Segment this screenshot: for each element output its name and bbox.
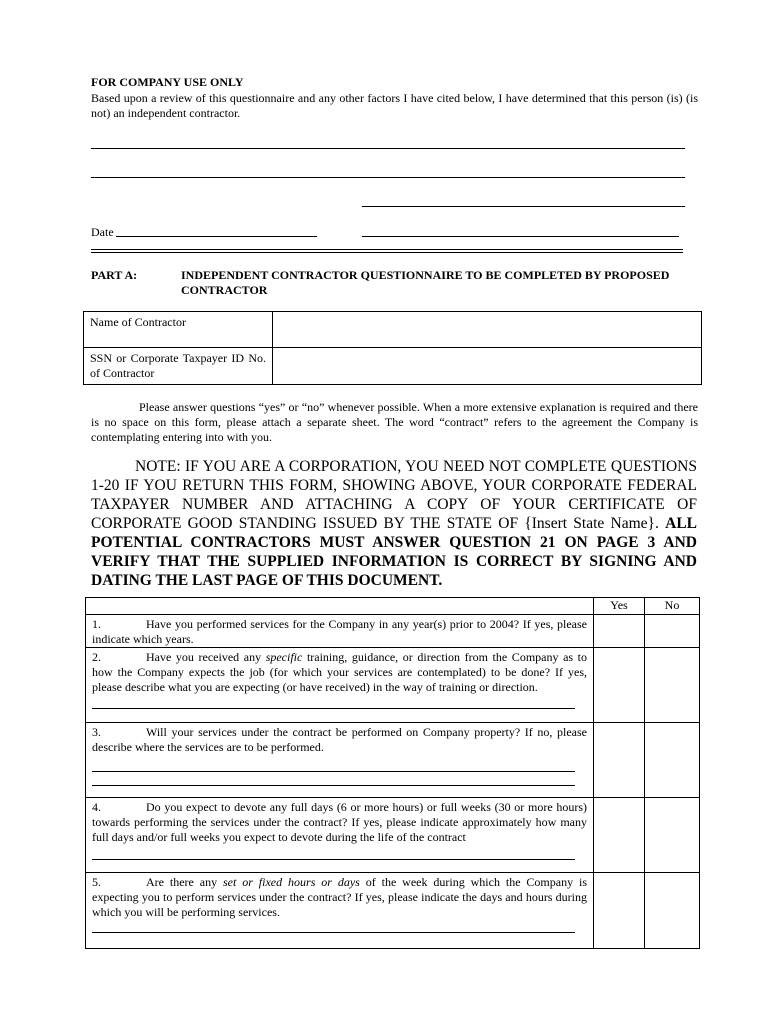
- question-header-cell: [86, 598, 594, 615]
- company-use-title: FOR COMPANY USE ONLY: [91, 75, 244, 89]
- yes-answer-cell[interactable]: [594, 723, 645, 798]
- yes-column-header: Yes: [594, 598, 645, 615]
- question-row: [86, 615, 700, 648]
- yes-answer-cell[interactable]: [594, 873, 645, 949]
- no-answer-cell[interactable]: [645, 873, 700, 949]
- no-answer-cell[interactable]: [645, 723, 700, 798]
- question-number: 3.: [92, 725, 101, 739]
- contractor-ssn-label: SSN or Corporate Taxpayer ID No. of Contractor: [84, 348, 273, 385]
- yes-answer-cell[interactable]: [594, 798, 645, 873]
- question-number: 4.: [92, 800, 101, 814]
- no-column-header: No: [645, 598, 700, 615]
- part-a-label: PART A:: [91, 268, 138, 282]
- answer-line[interactable]: [92, 932, 575, 933]
- company-use-intro: Based upon a review of this questionnaire and any other factors I have cited below, I have determined that this person (is) (is not) an independent contractor.: [91, 91, 698, 120]
- part-a-title: INDEPENDENT CONTRACTOR QUESTIONNAIRE TO BE COMPLETED BY PROPOSED CONTRACTOR: [181, 268, 670, 297]
- section-divider: [91, 249, 683, 253]
- note-regular-text: NOTE: IF YOU ARE A CORPORATION, YOU NEED NOT COMPLETE QUESTIONS 1-20 IF YOU RETURN THIS FORM, SHOWING ABOVE, YOUR CORPORATE FEDERAL TAXPAYER NUMBER AND ATTACHING A COPY OF YOUR CERTIFICATE OF CORPORATE GOOD STANDING ISSUED BY THE STATE OF {Insert State Name}.: [91, 458, 697, 532]
- answer-line[interactable]: [92, 785, 575, 786]
- question-number: 5.: [92, 875, 101, 889]
- question-row: [86, 723, 700, 798]
- no-answer-cell[interactable]: [645, 648, 700, 723]
- contractor-name-field[interactable]: [273, 312, 702, 348]
- question-text: 1. Have you performed services for the Company in any year(s) prior to 2004? If yes, please indicate which years.: [92, 617, 587, 646]
- answer-line[interactable]: [92, 859, 575, 860]
- question-number: 2.: [92, 650, 101, 664]
- yes-answer-cell[interactable]: [594, 648, 645, 723]
- yes-answer-cell[interactable]: [594, 615, 645, 648]
- question-row: [86, 648, 700, 723]
- comment-line-2[interactable]: [91, 177, 685, 178]
- name-title-line[interactable]: [362, 236, 679, 237]
- date-line[interactable]: [116, 236, 317, 237]
- question-row: [86, 798, 700, 873]
- question-text: 5. Are there any set or fixed hours or days of the week during which the Company is expecting you to perform services under the contract? If yes, please indicate the days and hours during which you will be performing services.: [92, 875, 587, 919]
- contractor-ssn-field[interactable]: [273, 348, 702, 385]
- signature-line[interactable]: [362, 206, 685, 207]
- question-text: 3. Will your services under the contract be performed on Company property? If no, please describe where the services are to be performed.: [92, 725, 587, 754]
- note-bold-text: ALL POTENTIAL CONTRACTORS MUST ANSWER QUESTION 21 ON PAGE 3 AND VERIFY THAT THE SUPPLIED INFORMATION IS CORRECT BY SIGNING AND DATING THE LAST PAGE OF THIS DOCUMENT.: [91, 515, 697, 589]
- question-text: 2. Have you received any specific training, guidance, or direction from the Company as to how the Company expects the job (for which your services are contemplated) to be done? If yes, please describe what you are expecting (or have received) in the way of training or direction.: [92, 650, 588, 694]
- question-number: 1.: [92, 617, 101, 631]
- instructions-paragraph: Please answer questions “yes” or “no” whenever possible. When a more extensive explanation is required and there is no space on this form, please attach a separate sheet. The word “contract” refers to the agreement the Company is contemplating entering into with you.: [91, 400, 698, 444]
- answer-line[interactable]: [92, 708, 575, 709]
- question-text: 4. Do you expect to devote any full days (6 or more hours) or full weeks (30 or more hours) towards performing the services under the contract? If yes, please indicate approximately how many full days and/or full weeks you expect to devote during the life of the contract: [92, 800, 587, 844]
- contractor-info-table: [83, 311, 702, 385]
- contractor-name-label: Name of Contractor: [84, 312, 273, 348]
- no-answer-cell[interactable]: [645, 798, 700, 873]
- questions-table: [85, 597, 700, 949]
- date-label: Date: [91, 225, 114, 239]
- no-answer-cell[interactable]: [645, 615, 700, 648]
- comment-line-1[interactable]: [91, 148, 685, 149]
- corporation-note: [91, 457, 697, 590]
- question-row: [86, 873, 700, 949]
